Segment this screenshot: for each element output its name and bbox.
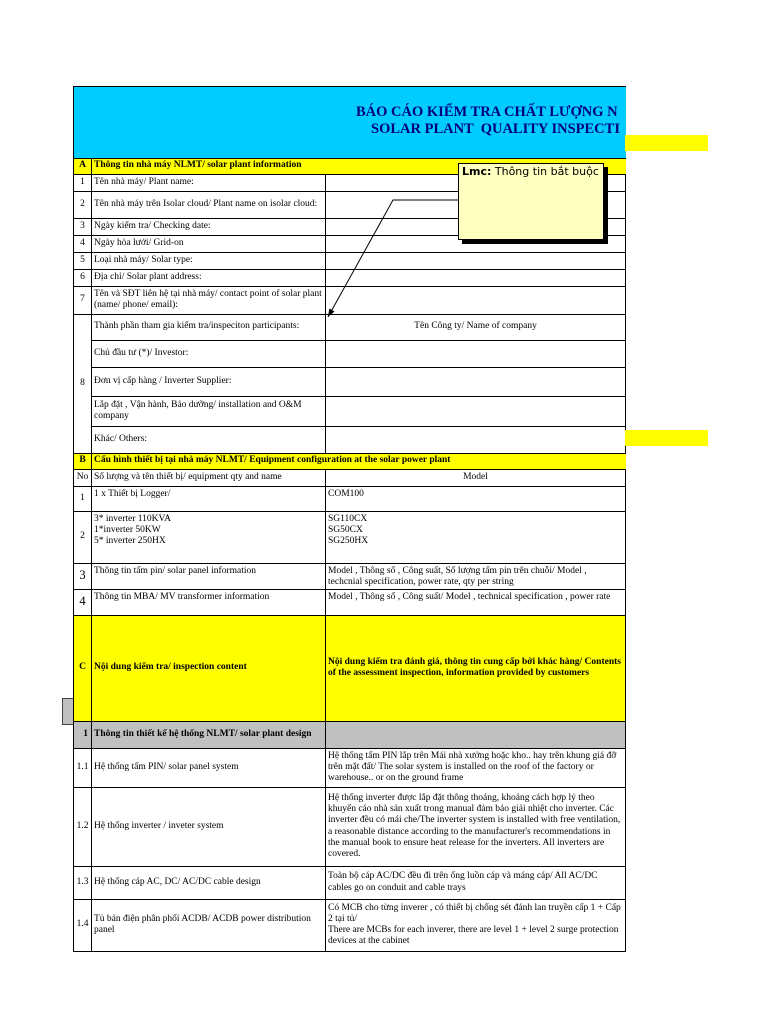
inspection-item-1-1-number: 1.1 [74,748,92,787]
equipment-row-3-number: 3 [74,563,92,589]
design-group-row [74,721,626,748]
report-title-english: SOLAR PLANT QUALITY INSPECTI [371,121,620,138]
participant-supplier-company [326,367,626,396]
section-a-row [74,269,626,286]
inspection-item-row [74,899,626,951]
participant-row [74,426,626,453]
comment-author: Lmc: [462,165,492,178]
section-b-heading: Cấu hình thiết bị tại nhà máy NLMT/ Equipment configuration at the solar power plant [92,453,626,469]
section-c-header-row [74,615,626,721]
section-c-heading: Nội dung kiểm tra/ inspection content [92,615,326,721]
section-a-row-1-label: Tên nhà máy/ Plant name: [92,174,326,191]
participants-company-header: Tên Công ty/ Name of company [326,314,626,340]
section-a-row-5-value [326,252,626,269]
section-a-row-1-number: 1 [74,174,92,191]
section-a-row-8-number: 8 [74,314,92,453]
section-a-row-2-label: Tên nhà máy trên Isolar cloud/ Plant name on isolar cloud: [92,191,326,218]
inspection-item-1-4-number: 1.4 [74,899,92,951]
section-a-row-7-number: 7 [74,286,92,314]
section-a-row-7-value [326,286,626,314]
section-a-row-3-number: 3 [74,218,92,235]
equipment-row-1-model: COM100 [326,486,626,511]
section-a-row-6-label: Địa chỉ/ Solar plant address: [92,269,326,286]
inspection-item-1-2-number: 1.2 [74,787,92,866]
section-b-header-row [74,453,626,469]
participant-om-label: Lắp đặt , Vận hành, Bảo dưỡng/ installation and O&M company [92,396,326,426]
section-c-code: C [74,615,92,721]
column-header-equipment: Số lượng và tên thiết bị/ equipment qty and name [92,469,326,486]
equipment-row [74,486,626,511]
equipment-row-4-model: Model , Thông số , Công suất/ Model , technical specification , power rate [326,589,626,615]
section-c-description: Nội dung kiểm tra đánh giá, thông tin cung cấp bởi khác hàng/ Contents of the assessment inspection, information provided by customers [326,615,626,721]
design-group-number: 1 [74,721,92,748]
section-a-row-6-value [326,269,626,286]
participant-row [74,396,626,426]
report-title-cell [74,87,626,159]
participant-others-label: Khác/ Others: [92,426,326,453]
equipment-row-2-number: 2 [74,511,92,563]
title-row [74,87,626,159]
design-group-title: Thông tin thiết kế hệ thống NLMT/ solar plant design [92,721,326,748]
equipment-row [74,511,626,563]
inspection-item-1-3-detail: Toàn bộ cáp AC/DC đều đi trên ống luồn cáp và máng cáp/ All AC/DC cables go on conduit and cable trays [326,866,626,899]
participant-om-company [326,396,626,426]
design-group-blank [326,721,626,748]
section-a-fill-extension [625,135,708,151]
participant-row [74,340,626,367]
participant-investor-label: Chủ đầu tư (*)/ Investor: [92,340,326,367]
section-a-row [74,286,626,314]
equipment-row-4-number: 4 [74,589,92,615]
section-b-code: B [74,453,92,469]
section-a-row-4-label: Ngày hòa lưới/ Grid-on [92,235,326,252]
participants-header-label: Thành phần tham gia kiểm tra/inspeciton participants: [92,314,326,340]
section-a-row-6-number: 6 [74,269,92,286]
report-title-vietnamese: BÁO CÁO KIỂM TRA CHẤT LƯỢNG N [356,104,618,121]
inspection-item-1-2-detail: Hệ thống inverter được lắp đặt thông thoáng, khoảng cách hợp lý theo khuyến cáo nhà sản xuất trong manual đảm bảo giải nhiệt cho inverter. Các inverter đều có mái che/The inverter system is installed with free ventilation, a reasonable distance according to the manufacturer's recommendations in the manual book to ensure heat release for the inverters. All inverters are covered. [326,787,626,866]
section-a-row-3-label: Ngày kiểm tra/ Checking date: [92,218,326,235]
section-a-heading: Thông tin nhà máy NLMT/ solar plant information [92,158,626,174]
cell-comment-note [458,163,604,240]
participant-others-company [326,426,626,453]
section-a-row [74,252,626,269]
inspection-item-1-4-name: Tủ bản điện phân phối ACDB/ ACDB power distribution panel [92,899,326,951]
section-a-row-7-label: Tên và SĐT liên hệ tại nhà máy/ contact point of solar plant (name/ phone/ email): [92,286,326,314]
participant-row [74,367,626,396]
equipment-row [74,563,626,589]
participants-header-row [74,314,626,340]
column-header-model: Model [326,469,626,486]
inspection-item-1-2-name: Hệ thống inverter / inveter system [92,787,326,866]
inspection-item-1-3-number: 1.3 [74,866,92,899]
equipment-row-1-name: 1 x Thiết bị Logger/ [92,486,326,511]
participant-supplier-label: Đơn vị cấp hàng / Inverter Supplier: [92,367,326,396]
inspection-item-1-1-detail: Hệ thống tấm PIN lắp trên Mái nhà xưởng hoặc kho.. hay trên khung giá đỡ trên mặt đất/ The solar system is installed on the roof of the factory or warehouse.. or on the ground frame [326,748,626,787]
equipment-column-header-row [74,469,626,486]
inspection-item-row [74,787,626,866]
section-a-code: A [74,158,92,174]
section-a-row-4-number: 4 [74,235,92,252]
section-a-row-2-number: 2 [74,191,92,218]
design-group-row-marker [62,698,73,725]
section-a-row-5-label: Loại nhà máy/ Solar type: [92,252,326,269]
report-title [74,98,626,146]
equipment-row-3-model: Model , Thông số , Công suất, Số lượng tấm pin trên chuỗi/ Model , techcnial specification, power rate, qty per string [326,563,626,589]
section-b-fill-extension [625,430,708,446]
equipment-row-2-name: 3* inverter 110KVA 1*inverter 50KW 5* inverter 250HX [92,511,326,563]
inspection-item-row [74,748,626,787]
inspection-item-row [74,866,626,899]
equipment-row-4-name: Thông tin MBA/ MV transformer information [92,589,326,615]
inspection-item-1-1-name: Hệ thống tấm PIN/ solar panel system [92,748,326,787]
equipment-row-1-number: 1 [74,486,92,511]
equipment-row [74,589,626,615]
equipment-row-3-name: Thông tin tấm pin/ solar panel information [92,563,326,589]
participant-investor-company [326,340,626,367]
comment-text: Thông tin bắt buộc [494,165,599,178]
equipment-row-2-model: SG110CX SG50CX SG250HX [326,511,626,563]
inspection-item-1-4-detail: Có MCB cho từng inverer , có thiết bị chống sét đánh lan truyền cấp 1 + Cấp 2 tại tủ/ There are MCBs for each inverer, there are level 1 + level 2 surge protection devices at the cabinet [326,899,626,951]
section-a-row-5-number: 5 [74,252,92,269]
column-header-no: No [74,469,92,486]
inspection-item-1-3-name: Hệ thống cáp AC, DC/ AC/DC cable design [92,866,326,899]
